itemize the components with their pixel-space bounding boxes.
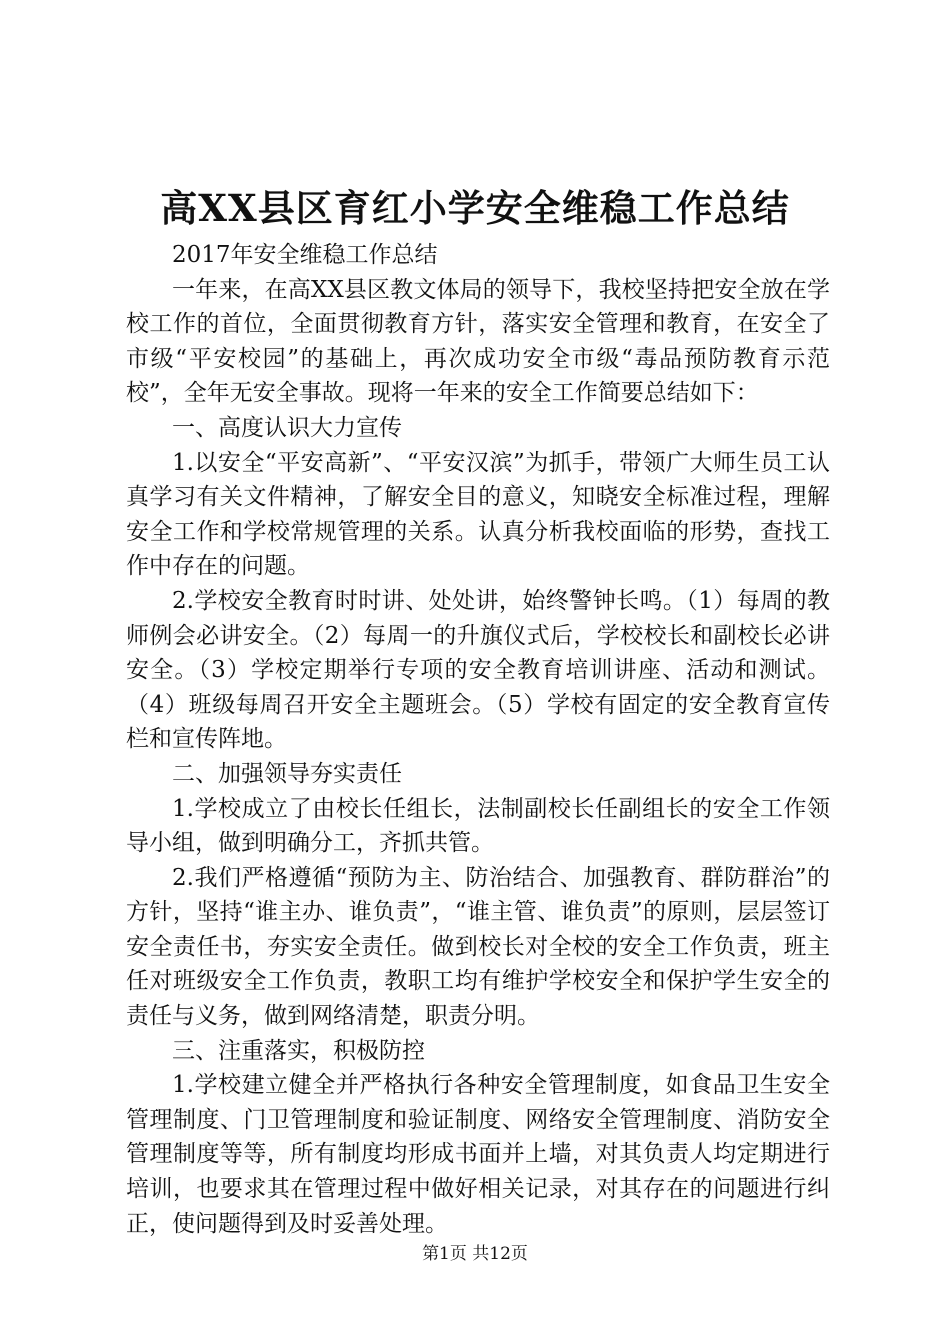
- section-heading-2: 二、加强领导夯实责任: [172, 760, 402, 787]
- paragraph-3-1: 1.学校建立健全并严格执行各种安全管理制度，如食品卫生安全管理制度、门卫管理制度和验证制度、网络安全管理制度、消防安全管理制度等等，所有制度均形成书面并上墙，对其负责人均定期进行培训，也要求其在管理过程中做好相关记录，对其存在的问题进行纠正，使问题得到及时妥善处理。: [126, 1072, 830, 1237]
- paragraph-1-2: 2.学校安全教育时时讲、处处讲，始终警钟长鸣。（1）每周的教师例会必讲安全。（2）每周一的升旗仪式后，学校校长和副校长必讲安全。（3）学校定期举行专项的安全教育培训讲座、活动和测试。（4）班级每周召开安全主题班会。（5）学校有固定的安全教育宣传栏和宣传阵地。: [126, 587, 830, 753]
- paragraph-2-2: 2.我们严格遵循“预防为主、防治结合、加强教育、群防群治”的方针，坚持“谁主办、谁负责”，“谁主管、谁负责”的原则，层层签订安全责任书，夯实安全责任。做到校长对全校的安全工作负责，班主任对班级安全工作负责，教职工均有维护学校安全和保护学生安全的责任与义务，做到网络清楚，职责分明。: [126, 864, 830, 1030]
- document-title: 高XX县区育红小学安全维稳工作总结: [160, 186, 790, 230]
- section-heading-1: 一、高度认识大力宣传: [172, 414, 402, 441]
- paragraph-1-1: 1.以安全“平安高新”、“平安汉滨”为抓手，带领广大师生员工认真学习有关文件精神，了解安全目的意义，知晓安全标准过程，理解安全工作和学校常规管理的关系。认真分析我校面临的形势，查找工作中存在的问题。: [126, 449, 830, 580]
- section-heading-3: 三、注重落实，积极防控: [172, 1037, 425, 1064]
- paragraph-2-1: 1.学校成立了由校长任组长，法制副校长任副组长的安全工作领导小组，做到明确分工，齐抓共管。: [126, 795, 830, 857]
- document-body: [126, 238, 830, 1241]
- paragraph-subtitle: 2017年安全维稳工作总结: [172, 242, 438, 268]
- paragraph-intro: 一年来，在高XX县区教文体局的领导下，我校坚持把安全放在学校工作的首位，全面贯彻教育方针，落实安全管理和教育，在安全了市级“平安校园”的基础上，再次成功安全市级“毒品预防教育示范校”，全年无安全事故。现将一年来的安全工作简要总结如下：: [126, 276, 830, 407]
- page-number-footer: 第1页 共12页: [422, 1244, 528, 1264]
